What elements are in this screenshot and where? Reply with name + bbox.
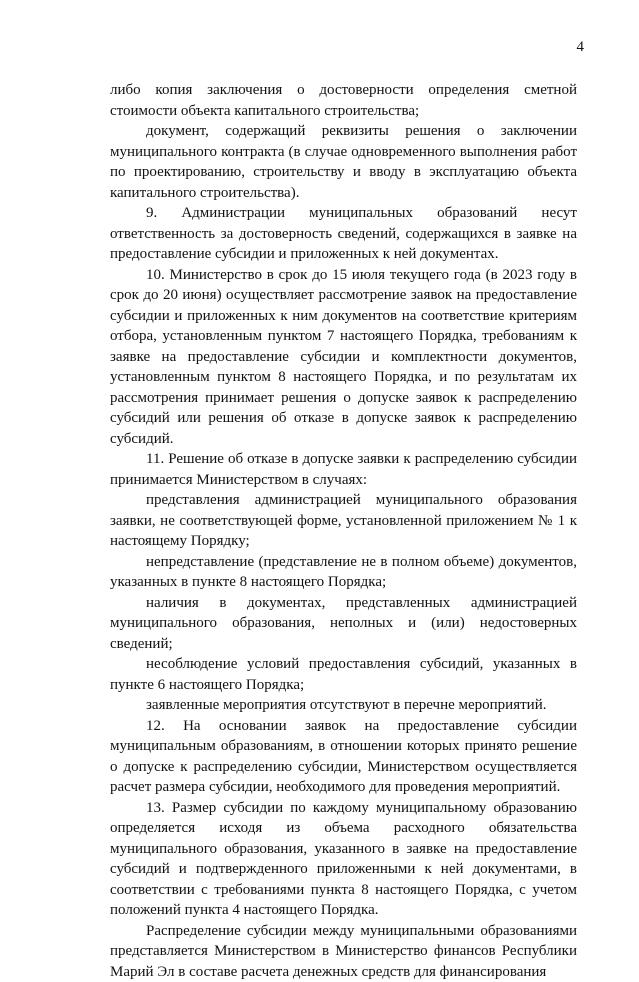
- paragraph-item-12: 12. На основании заявок на предоставление субсидии муниципальным образованиям, в отношении которых принято решение о допуске к распределению субсидии, Министерством осуществляется расчет размера субсидии, необходимого для проведения мероприятий.: [110, 716, 577, 798]
- paragraph-reason-form: представления администрацией муниципального образования заявки, не соответствующей форме, установленной приложением № 1 к настоящему Порядку;: [110, 490, 577, 552]
- paragraph-item-10: 10. Министерство в срок до 15 июля текущего года (в 2023 году в срок до 20 июня) осуществляет рассмотрение заявок на предоставление субсидии и приложенных к ним документов на соответствие критериям отбора, установленным пунктом 7 настоящего Порядка, требованиям к заявке на предоставление субсидии и комплектности документов, установленным пунктом 8 настоящего Порядка, и по результатам их рассмотрения принимает решения о допуске заявок к распределению субсидий или решения об отказе в допуске заявок к распределению субсидий.: [110, 265, 577, 450]
- paragraph-item-13: 13. Размер субсидии по каждому муниципальному образованию определяется исходя из объема расходного обязательства муниципального образования, указанного в заявке на предоставление субсидий и подтвержденного приложенными к ней документами, в соответствии с требованиями пункта 8 настоящего Порядка, с учетом положений пункта 4 настоящего Порядка.: [110, 798, 577, 921]
- paragraph-item-11: 11. Решение об отказе в допуске заявки к распределению субсидии принимается Министерством в случаях:: [110, 449, 577, 490]
- page-number: 4: [577, 38, 585, 56]
- paragraph-contract-document: документ, содержащий реквизиты решения о заключении муниципального контракта (в случае одновременного выполнения работ по проектированию, строительству и вводу в эксплуатацию объекта капитального строительства).: [110, 121, 577, 203]
- paragraph-estimate-conclusion: либо копия заключения о достоверности определения сметной стоимости объекта капитального строительства;: [110, 80, 577, 121]
- paragraph-item-9: 9. Администрации муниципальных образований несут ответственность за достоверность сведений, содержащихся в заявке на предоставление субсидии и приложенных к ней документах.: [110, 203, 577, 265]
- document-body: [110, 80, 577, 982]
- paragraph-reason-documents: непредставление (представление не в полном объеме) документов, указанных в пункте 8 настоящего Порядка;: [110, 552, 577, 593]
- paragraph-reason-incomplete-data: наличия в документах, представленных администрацией муниципального образования, неполных и (или) недостоверных сведений;: [110, 593, 577, 655]
- paragraph-distribution: Распределение субсидии между муниципальными образованиями представляется Министерством в Министерство финансов Республики Марий Эл в составе расчета денежных средств для финансирования: [110, 921, 577, 982]
- paragraph-reason-conditions: несоблюдение условий предоставления субсидий, указанных в пункте 6 настоящего Порядка;: [110, 654, 577, 695]
- paragraph-reason-missing-events: заявленные мероприятия отсутствуют в перечне мероприятий.: [110, 695, 577, 716]
